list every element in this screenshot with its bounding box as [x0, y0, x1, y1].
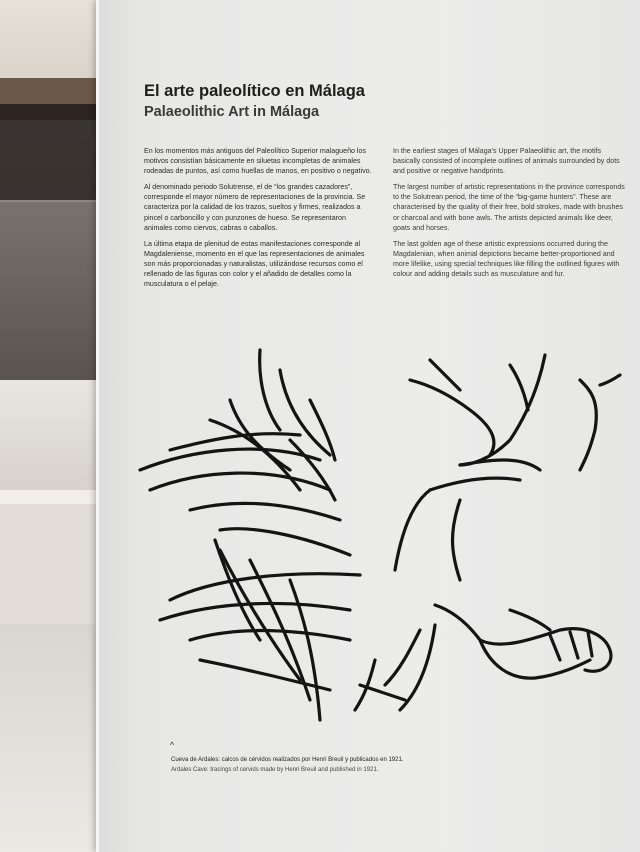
panel-title-spanish: El arte paleolítico en Málaga [144, 82, 365, 100]
display-case [0, 380, 96, 500]
display-case-top [0, 490, 96, 504]
deer-antler-cluster [140, 350, 360, 720]
gallery-background [0, 0, 100, 852]
english-text-column [393, 146, 625, 285]
display-case-base [0, 504, 96, 624]
ceiling [0, 0, 100, 80]
english-paragraph: The last golden age of these artistic expressions occurred during the Magdalenian, when animal depictions became better-proportioned and more lifelike, using special techniques like filling the outlined figures with colour and adding details such as musculature and fur. [393, 239, 620, 279]
deer-figure-bottom-right [355, 605, 611, 710]
ceiling-beam [0, 78, 100, 104]
cervid-tracings-illustration [130, 340, 630, 740]
spanish-text-column [144, 146, 374, 295]
spanish-paragraph: Al denominado periodo Solutrense, el de “los grandes cazadores”, corresponde el mayor número de representaciones de la provincia. Se caracteriza por la calidad de los trazos, sueltos y firmes, realizados a pincel o carboncillo y con punzones de hueso. Se representaron animales como ciervos, cabras o caballos. [144, 183, 366, 232]
caption-english: Ardales Cave: tracings of cervids made by Henri Breuil and published in 1921. [171, 767, 379, 773]
caption-spanish: Cueva de Ardales: calcos de cérvidos realizados por Henri Breuil y publicados en 1921. [171, 757, 404, 763]
english-paragraph: The largest number of artistic representations in the province corresponds to the Solutrean period, the time of the “big-game hunters”. These are characterised by the quality of their free, bold strokes, made with brushes or charcoal and with bone awls. The artists depicted animals like deer, goats and horses. [393, 183, 625, 232]
spanish-paragraph: La última etapa de plenitud de estas manifestaciones corresponde al Magdaleniense, momento en el que las representaciones de animales son más proporcionadas y naturalistas, utilizándose recursos como el rellenado de las figuras con color y el añadido de detalles como la musculatura o el pelaje. [144, 239, 365, 289]
panel-title-english: Palaeolithic Art in Málaga [144, 104, 320, 120]
deer-figure-top-right [395, 355, 620, 580]
spanish-paragraph: En los momentos más antiguos del Paleolítico Superior malagueño los motivos consistían básicamente en siluetas incompletas de animales rodeadas de puntos, así como huellas de manos, en positivo o negativo. [144, 147, 372, 176]
english-paragraph: In the earliest stages of Málaga’s Upper Palaeolithic art, the motifs basically consisted of incomplete outlines of animals surrounded by dots and positive or negative handprints. [393, 147, 620, 176]
ceiling-shadow [0, 104, 100, 120]
chevron-up-icon: ^ [170, 740, 175, 750]
floor [0, 624, 100, 852]
